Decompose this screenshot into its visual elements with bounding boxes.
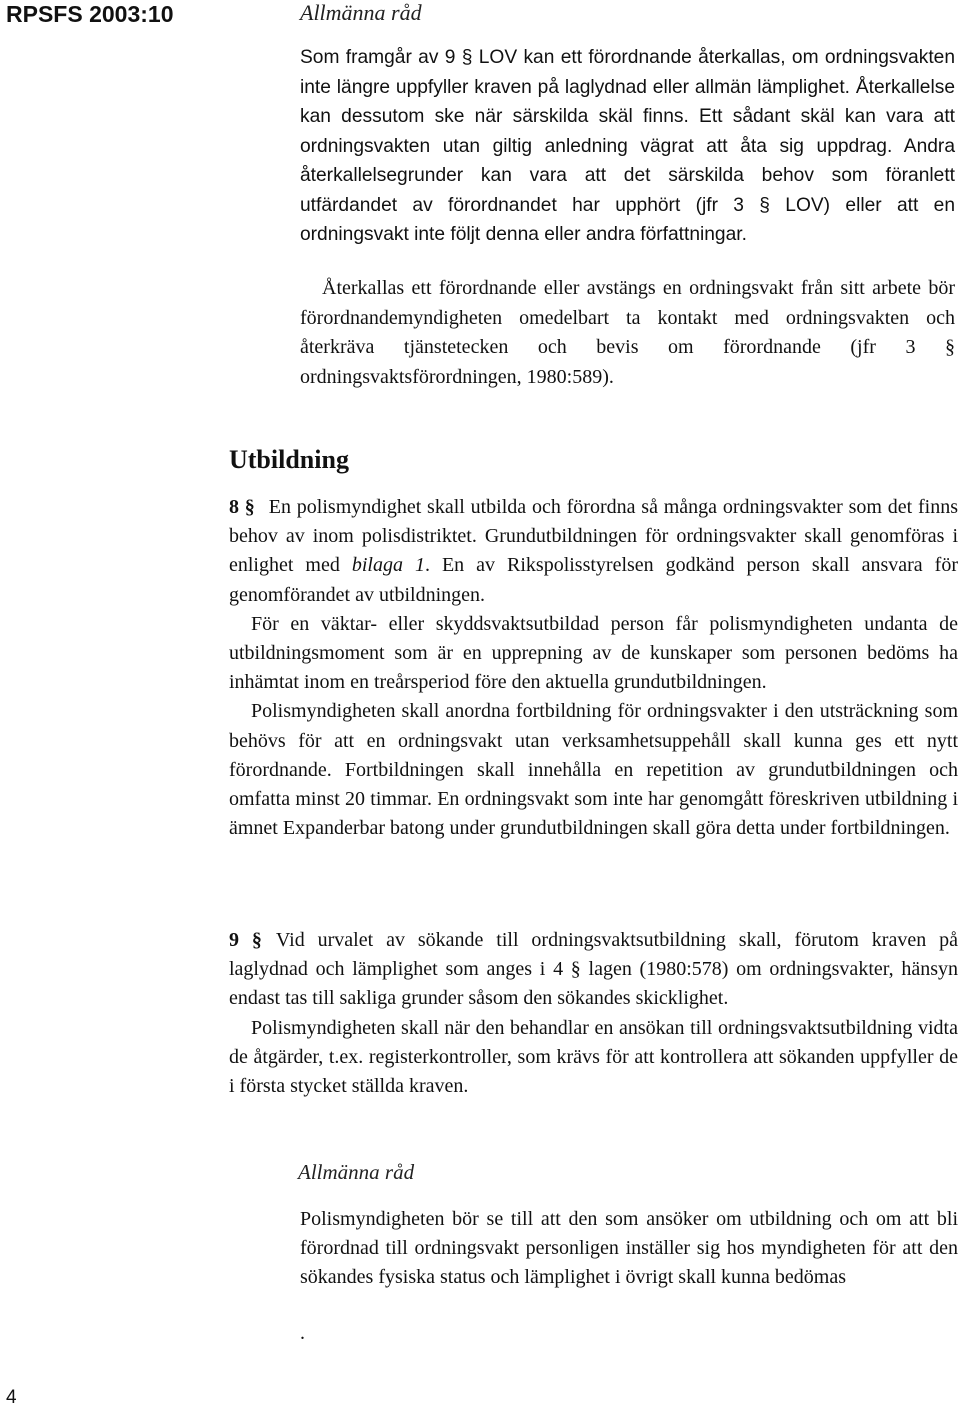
revocation-action-paragraph: Återkallas ett förordnande eller avstängs en ordningsvakt från sitt arbete bör förordnandemyndigheten omedelbart ta kontakt med ordningsvakten och återkräva tjänstetecken och bevis om förordnande (jfr 3 § ordningsvaktsförordningen, 1980:589). bbox=[300, 277, 955, 388]
paragraph-8-third: Polismyndigheten skall anordna fortbildning för ordningsvakter i den utsträckning som behövs för att en ordningsvakt utan verksamhetsuppehåll skall kunna ges ett nytt förordnande. Fortbildningen skall innehålla en repetition av grundutbildningen och omfatta minst 20 timmar. En ordningsvakt som inte har genomgått föreskriven utbildning i ämnet Expanderbar batong under grundutbildningen skall göra detta under fortbildningen. bbox=[229, 700, 958, 840]
document-id: RPSFS 2003:10 bbox=[6, 1, 174, 27]
paragraph-8-number: 8 § bbox=[229, 496, 255, 518]
paragraph-8-block bbox=[229, 493, 958, 843]
paragraph-9-number: 9 § bbox=[229, 929, 262, 951]
general-advice-label-2: Allmänna råd bbox=[298, 1160, 415, 1184]
paragraph-9-block bbox=[229, 926, 958, 1101]
section-heading: Utbildning bbox=[229, 445, 349, 474]
appendix-reference: bilaga 1 bbox=[351, 554, 425, 577]
revocation-paragraph: Som framgår av 9 § LOV kan ett förordnande återkallas, om ordningsvakten inte längre uppfyller kraven på laglydnad eller allmän lämplighet. Återkallelse kan dessutom ske när särskilda skäl finns. Ett sådant skäl kan vara att ordningsvakten utan giltig anledning vägrat att åta sig uppdrag. Andra återkallelsegrunder kan vara att det särskilda behov som föranlett utfärdandet av förordnandet har upphört (jfr 3 § LOV) eller att en ordningsvakt inte följt denna eller andra författningar. bbox=[300, 47, 955, 245]
trailing-period: . bbox=[300, 1322, 305, 1344]
paragraph-8-text-after: . En av Rikspolisstyrelsen godkänd person skall ansvara för genomförandet av utbildningen. bbox=[229, 554, 958, 606]
paragraph-9-second: Polismyndigheten skall när den behandlar en ansökan till ordningsvaktsutbildning vidta de åtgärder, t.ex. registerkontroller, som krävs för att kontrollera att sökanden uppfyller de i första stycket ställda kraven. bbox=[229, 1016, 958, 1098]
paragraph-8-text-before: En polismyndighet skall utbilda och förordna så många ordningsvakter som det finns behov av inom polisdistriktet. Grundutbildningen för ordningsvakter skall genomföras i enlighet med bbox=[229, 496, 958, 577]
page-number: 4 bbox=[6, 1387, 17, 1408]
paragraph-8-first bbox=[229, 493, 958, 610]
general-advice-label: Allmänna råd bbox=[300, 0, 422, 25]
paragraph-9-text: Vid urvalet av sökande till ordningsvaktsutbildning skall, förutom kraven på laglydnad och lämplighet som anges i 4 § lagen (1980:578) om ordningsvakter, hänsyn endast tas till sakliga grunder såsom den sökandes skicklighet. bbox=[229, 929, 959, 1010]
paragraph-9-first bbox=[229, 926, 958, 1014]
general-advice-text: Polismyndigheten bör se till att den som ansöker om utbildning och om att bli förordnad till ordningsvakt personligen inställer sig hos myndigheten för att den sökandes fysiska status och lämplighet i övrigt skall kunna bedömas bbox=[300, 1208, 958, 1289]
paragraph-8-second: För en väktar- eller skyddsvaktsutbildad person får polismyndigheten undanta de utbildningsmoment som är en upprepning av de kunskaper som personen bedöms ha inhämtat inom en treårsperiod före den aktuella grundutbildningen. bbox=[229, 612, 958, 694]
